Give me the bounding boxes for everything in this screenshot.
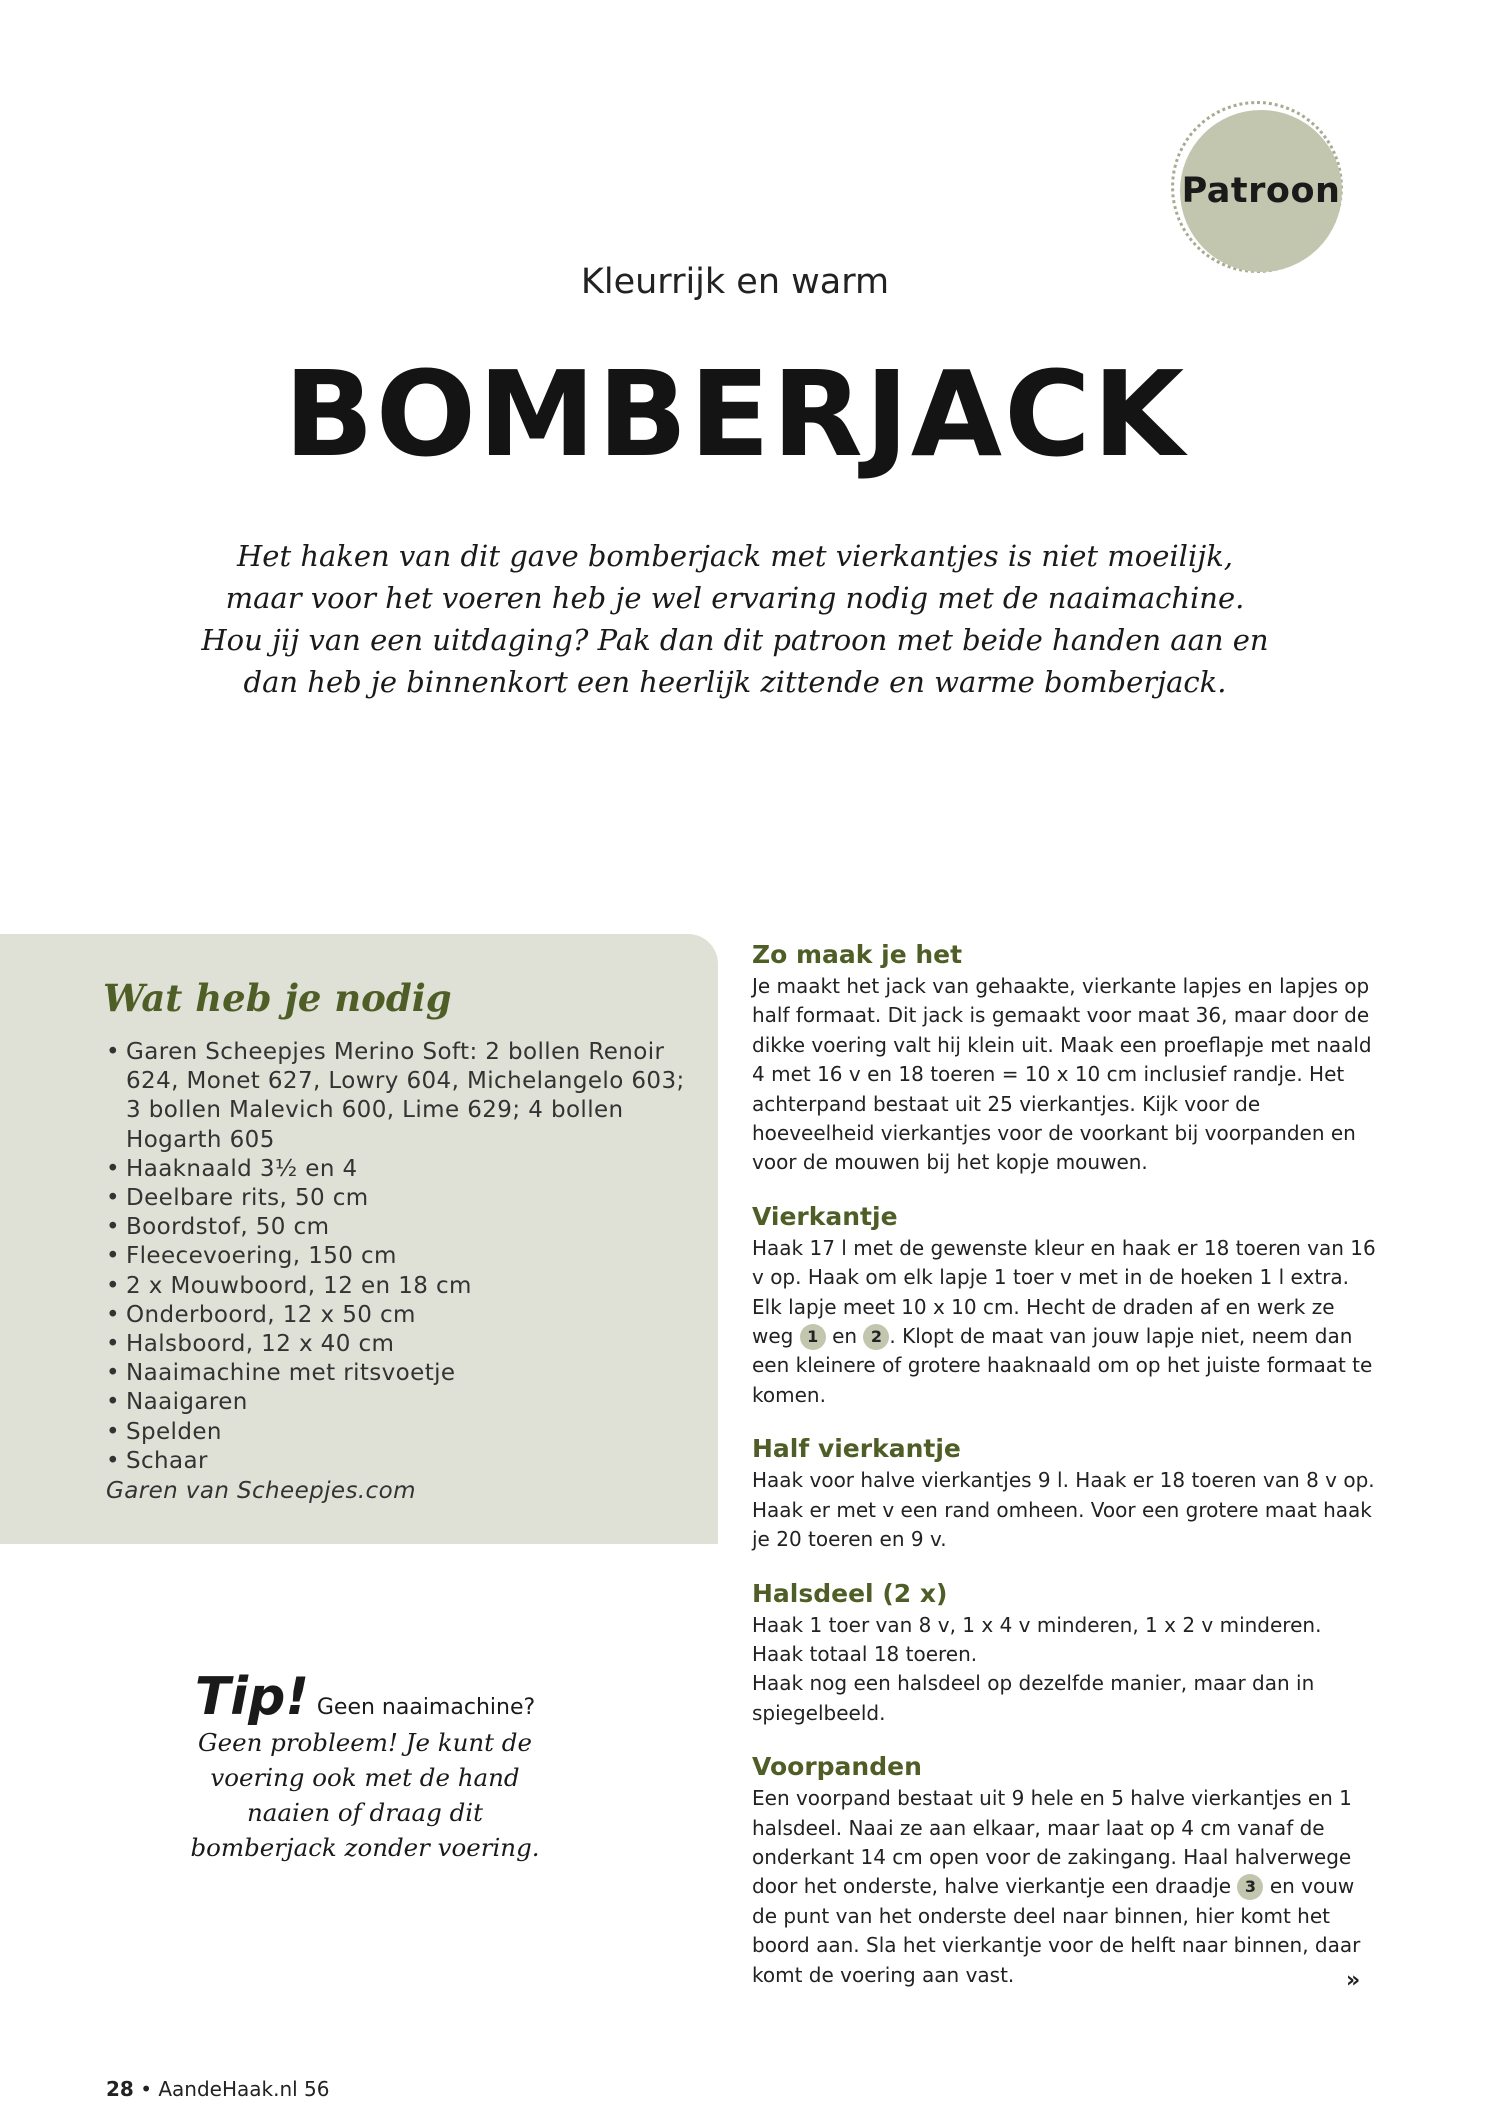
list-item: • Haaknaald 3½ en 4	[106, 1155, 706, 1184]
step-marker: 2	[863, 1324, 889, 1350]
section-title: Half vierkantje	[752, 1434, 961, 1464]
tip-box	[180, 1667, 550, 1865]
section-text: en vouw de punt van het onderste deel naar binnen, hier komt het boord aan. Sla het vierkantje voor de helft naar binnen, daar komt de voering aan vast.	[752, 1874, 1361, 1987]
patroon-badge	[1180, 110, 1342, 272]
page-title: BOMBERJACK	[283, 345, 1187, 483]
list-item: • Halsboord, 12 x 40 cm	[106, 1330, 706, 1359]
continued-icon: »	[1346, 1968, 1361, 1993]
step-marker: 3	[1237, 1874, 1263, 1900]
list-item: • Onderboord, 12 x 50 cm	[106, 1301, 706, 1330]
issue-label: AandeHaak.nl 56	[158, 2077, 330, 2101]
tip-text: Geen probleem! Je kunt de voering ook met de hand naaien of draag dit bomberjack zonder voering.	[190, 1728, 540, 1862]
section-title: Voorpanden	[752, 1752, 922, 1782]
step-marker: 1	[800, 1324, 826, 1350]
list-item: • Deelbare rits, 50 cm	[106, 1184, 706, 1213]
materials-title: Wat heb je nodig	[103, 976, 452, 1020]
tip-word: Tip!	[194, 1667, 310, 1727]
section-text: Haak 17 l met de gewenste kleur en haak er 18 toeren van 16 v op. Haak om elk lapje 1 toer v met in de hoeken 1 l extra. Elk lapje meet 10 x 10 cm. Hecht de draden af en werk ze weg	[752, 1235, 1376, 1349]
list-item: • Fleecevoering, 150 cm	[106, 1242, 706, 1271]
section-text: . Klopt de maat van jouw lapje niet, neem dan een kleinere of grotere haaknaald om op het juiste formaat te komen.	[752, 1324, 1373, 1407]
list-item: • Schaar	[106, 1447, 706, 1476]
section-title: Zo maak je het	[752, 940, 963, 969]
tip-lead: Geen naaimachine?	[316, 1695, 536, 1720]
instructions-column	[752, 938, 1377, 2012]
yarn-credit: Garen van Scheepjes.com	[106, 1478, 416, 1504]
page-number: 28	[106, 2077, 134, 2101]
section-body: Haak voor halve vierkantjes 9 l. Haak er 18 toeren van 8 v op. Haak er met v een rand omheen. Voor een grotere maat haak je 20 toeren en 9 v.	[752, 1468, 1375, 1552]
section-title: Halsdeel (2 x)	[752, 1578, 948, 1608]
section-body: Je maakt het jack van gehaakte, vierkante lapjes en lapjes op half formaat. Dit jack is gemaakt voor maat 36, maar door de dikke voering valt hij klein uit. Maak een proeflapje met naald 4 met 16 v en 18 toeren = 10 x 10 cm inclusief randje. Het achterpand bestaat uit 25 vierkantjes. Kijk voor de hoeveelheid vierkantjes voor de voorkant bij voorpanden en voor de mouwen bij het kopje mouwen.	[752, 974, 1372, 1175]
section-body	[752, 1784, 1377, 1990]
list-item: • Garen Scheepjes Merino Soft: 2 bollen Renoir 624, Monet 627, Lowry 604, Michelangelo 603; 3 bollen Malevich 600, Lime 629; 4 bollen Hogarth 605	[106, 1038, 706, 1155]
badge-label: Patroon	[1181, 171, 1341, 211]
footer-bullet: •	[140, 2077, 152, 2101]
section-text: Een voorpand bestaat uit 9 hele en 5 halve vierkantjes en 1 halsdeel. Naai ze aan elkaar, maar laat op 4 cm vanaf de onderkant 14 cm open voor de zakingang. Haal halverwege door het onderste, halve vierkantje een draadje	[752, 1786, 1352, 1899]
list-item: • 2 x Mouwboord, 12 en 18 cm	[106, 1272, 706, 1301]
section-body	[752, 1234, 1377, 1410]
list-item: • Naaimachine met ritsvoetje	[106, 1359, 706, 1388]
kicker: Kleurrijk en warm	[580, 262, 890, 302]
section-body: Haak 1 toer van 8 v, 1 x 4 v minderen, 1 x 2 v minderen. Haak totaal 18 toeren. Haak nog een halsdeel op dezelfde manier, maar dan in spiegelbeeld.	[752, 1612, 1322, 1725]
list-item: • Spelden	[106, 1418, 706, 1447]
list-item: • Boordstof, 50 cm	[106, 1213, 706, 1242]
page-footer	[106, 2077, 330, 2101]
section-text: en	[832, 1324, 858, 1349]
intro-text: Het haken van dit gave bomberjack met vierkantjes is niet moeilijk, maar voor het voeren heb je wel ervaring nodig met de naaimachine. Hou jij van een uitdaging? Pak dan dit patroon met beide handen aan en dan heb je binnenkort een heerlijk zittende en warme bomberjack.	[201, 539, 1269, 699]
materials-list	[106, 1038, 706, 1476]
list-item: • Naaigaren	[106, 1388, 706, 1417]
section-title: Vierkantje	[752, 1201, 898, 1231]
